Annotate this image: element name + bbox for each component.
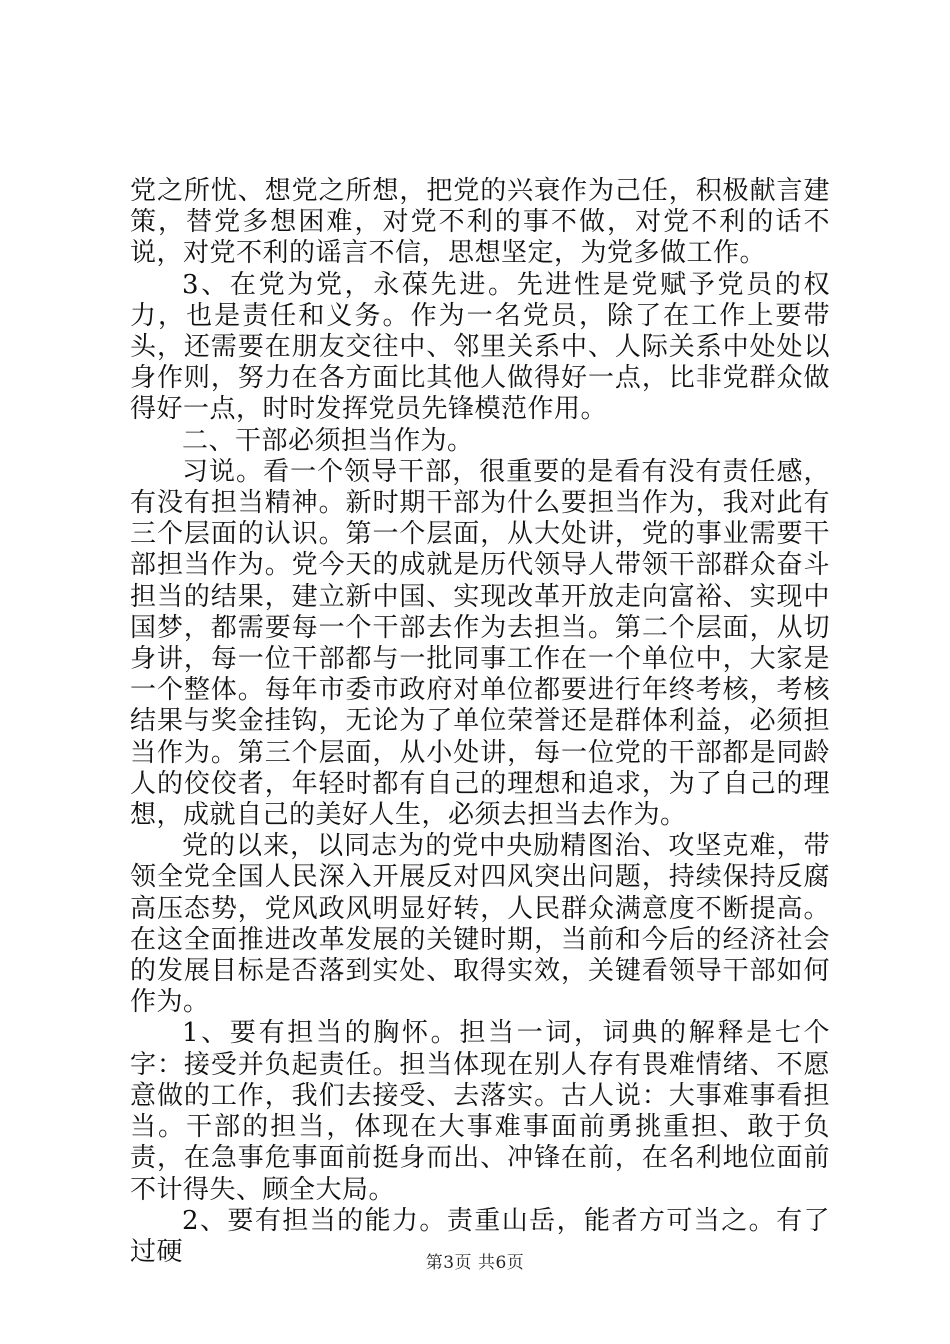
paragraph: 3、在党为党，永葆先进。先进性是党赋予党员的权力，也是责任和义务。作为一名党员，除了在工作上要带头，还需要在朋友交往中、邻里关系中、人际关系中处处以身作则，努力在各方面比其他人做得好一点，比非党群众做得好一点，时时发挥党员先锋模范作用。 [130,269,830,425]
page-footer: 第3页 共6页 [425,1253,525,1273]
document-body [130,176,830,1268]
paragraph: 1、要有担当的胸怀。担当一词，词典的解释是七个字：接受并负起责任。担当体现在别人存有畏难情绪、不愿意做的工作，我们去接受、去落实。古人说：大事难事看担当。干部的担当，体现在大事难事面前勇挑重担、敢于负责，在急事危事面前挺身而出、冲锋在前，在名利地位面前不计得失、顾全大局。 [130,1018,830,1205]
section-heading: 二、干部必须担当作为。 [182,425,474,456]
paragraph: 党的以来，以同志为的党中央励精图治、攻坚克难，带领全党全国人民深入开展反对四风突出问题，持续保持反腐高压态势，党风政风明显好转，人民群众满意度不断提高。在这全面推进改革发展的关键时期，当前和今后的经济社会的发展目标是否落到实处、取得实效，关键看领导干部如何作为。 [130,831,830,1018]
paragraph: 习说。看一个领导干部，很重要的是看有没有责任感，有没有担当精神。新时期干部为什么要担当作为，我对此有三个层面的认识。第一个层面，从大处讲，党的事业需要干部担当作为。党今天的成就是历代领导人带领干部群众奋斗担当的结果，建立新中国、实现改革开放走向富裕、实现中国梦，都需要每一个干部去作为去担当。第二个层面，从切身讲，每一位干部都与一批同事工作在一个单位中，大家是一个整体。每年市委市政府对单位都要进行年终考核，考核结果与奖金挂钩，无论为了单位荣誉还是群体利益，必须担当作为。第三个层面，从小处讲，每一位党的干部都是同龄人的佼佼者，年轻时都有自己的理想和追求，为了自己的理想，成就自己的美好人生，必须去担当去作为。 [130,456,830,831]
paragraph: 党之所忧、想党之所想，把党的兴衰作为己任，积极献言建策，替党多想困难，对党不利的事不做，对党不利的话不说，对党不利的谣言不信，思想坚定，为党多做工作。 [130,176,830,269]
paragraph: 2、要有担当的能力。责重山岳，能者方可当之。有了过硬 [130,1205,830,1267]
